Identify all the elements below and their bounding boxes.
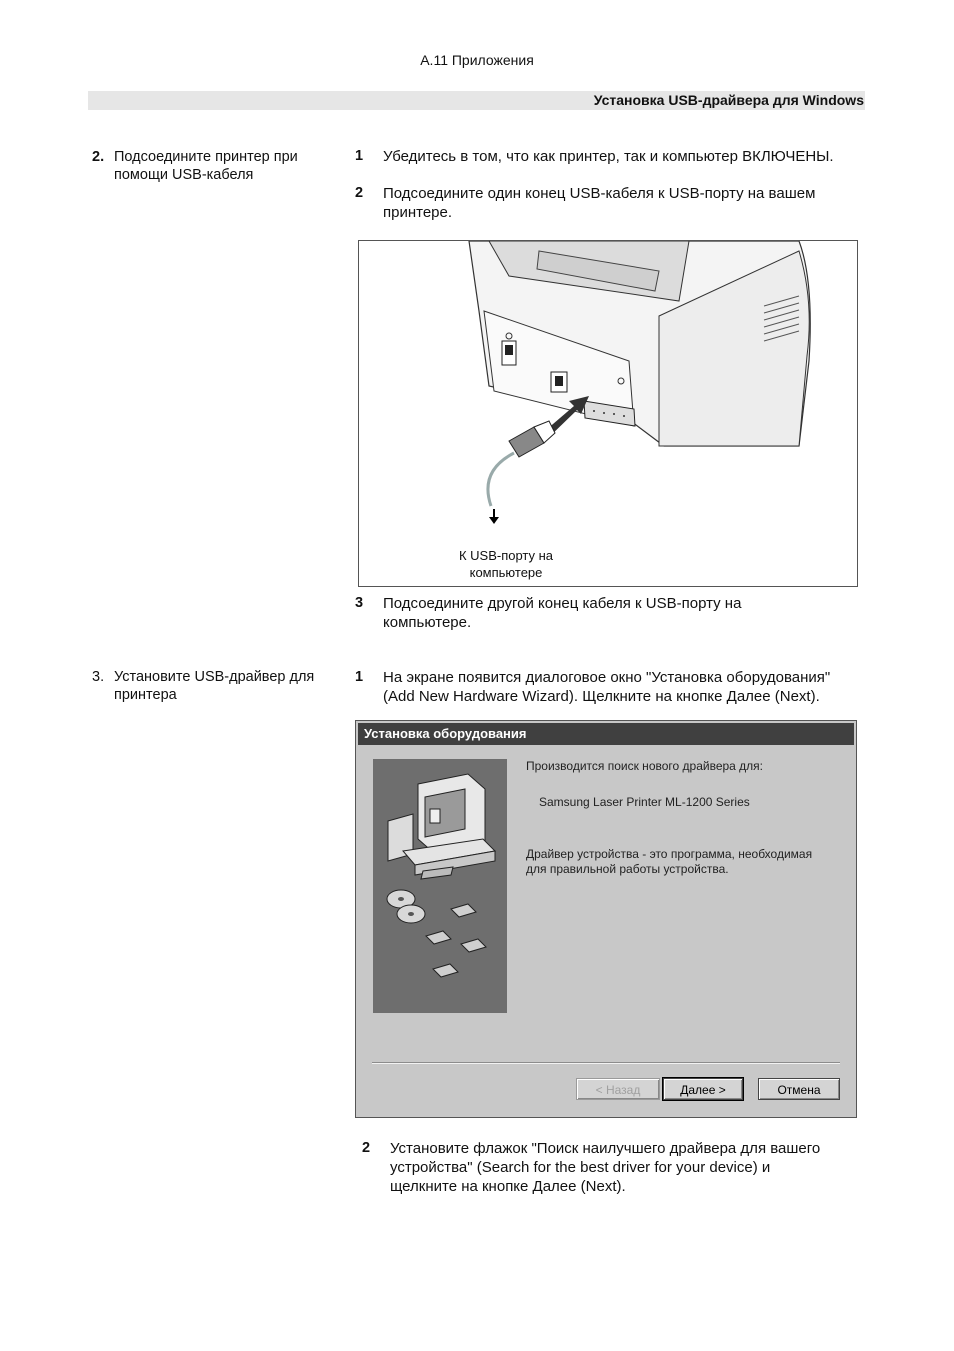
step3-title-line: Установите USB-драйвер для [114,669,315,685]
text-line: Подсоедините один конец USB-кабеля к USB-порту на вашем [383,185,816,202]
add-hardware-wizard-dialog [355,720,857,1118]
device-name: Samsung Laser Printer ML-1200 Series [539,795,750,809]
callout-line: компьютере [469,565,543,580]
searching-text: Производится поиск нового драйвера для: [526,759,764,773]
step2-item-text [383,594,863,632]
step2-item-text [383,147,883,166]
description-line: для правильной работы устройства. [526,862,729,876]
description-text [526,847,812,877]
text-line: Убедитесь в том, что как принтер, так и компьютер ВКЛЮЧЕНЫ. [383,148,834,165]
callout-line: К USB-порту на [458,548,554,563]
next-button[interactable]: Далее > [663,1078,743,1100]
printer-usb-figure [358,240,858,587]
step3-item-number: 2 [362,1140,371,1156]
text-line: (Add New Hardware Wizard). Щелкните на кнопке Далее (Next). [383,688,820,705]
step3-item-number: 1 [355,669,364,685]
step3-number: 3. [92,669,105,685]
back-button[interactable]: < Назад [576,1078,660,1100]
step2-item-number: 2 [355,185,364,201]
dialog-separator [372,1062,840,1064]
dialog-title: Установка оборудования [358,723,854,745]
step2-title-line: Подсоедините принтер при [114,149,298,165]
page-section-title: A.11 Приложения [420,52,534,68]
step2-item-text [383,184,863,222]
printer-illustration [359,241,857,586]
step2-item-number: 1 [355,148,364,164]
wizard-illustration [373,759,507,1013]
step2-title-line: помощи USB-кабеля [114,167,254,183]
step3-item-text [390,1139,870,1196]
text-line: Установите флажок "Поиск наилучшего драйвера для вашего [390,1140,821,1157]
text-line: щелкните на кнопке Далее (Next). [390,1178,626,1195]
text-line: компьютере. [383,614,472,631]
cancel-button[interactable]: Отмена [758,1078,840,1100]
text-line: На экране появится диалоговое окно "Установка оборудования" [383,669,831,686]
text-line: принтере. [383,204,453,221]
step2-number: 2. [92,149,105,165]
computer-disks-icon [373,759,507,1013]
step3-title-line: принтера [114,687,177,703]
text-line: устройства" (Search for the best driver for your device) и [390,1159,771,1176]
usb-callout [441,547,571,581]
section-heading: Установка USB-драйвера для Windows [593,92,864,108]
step3-item-text [383,668,873,706]
step2-item-number: 3 [355,595,364,611]
text-line: Подсоедините другой конец кабеля к USB-порту на [383,595,742,612]
description-line: Драйвер устройства - это программа, необходимая [526,847,813,861]
